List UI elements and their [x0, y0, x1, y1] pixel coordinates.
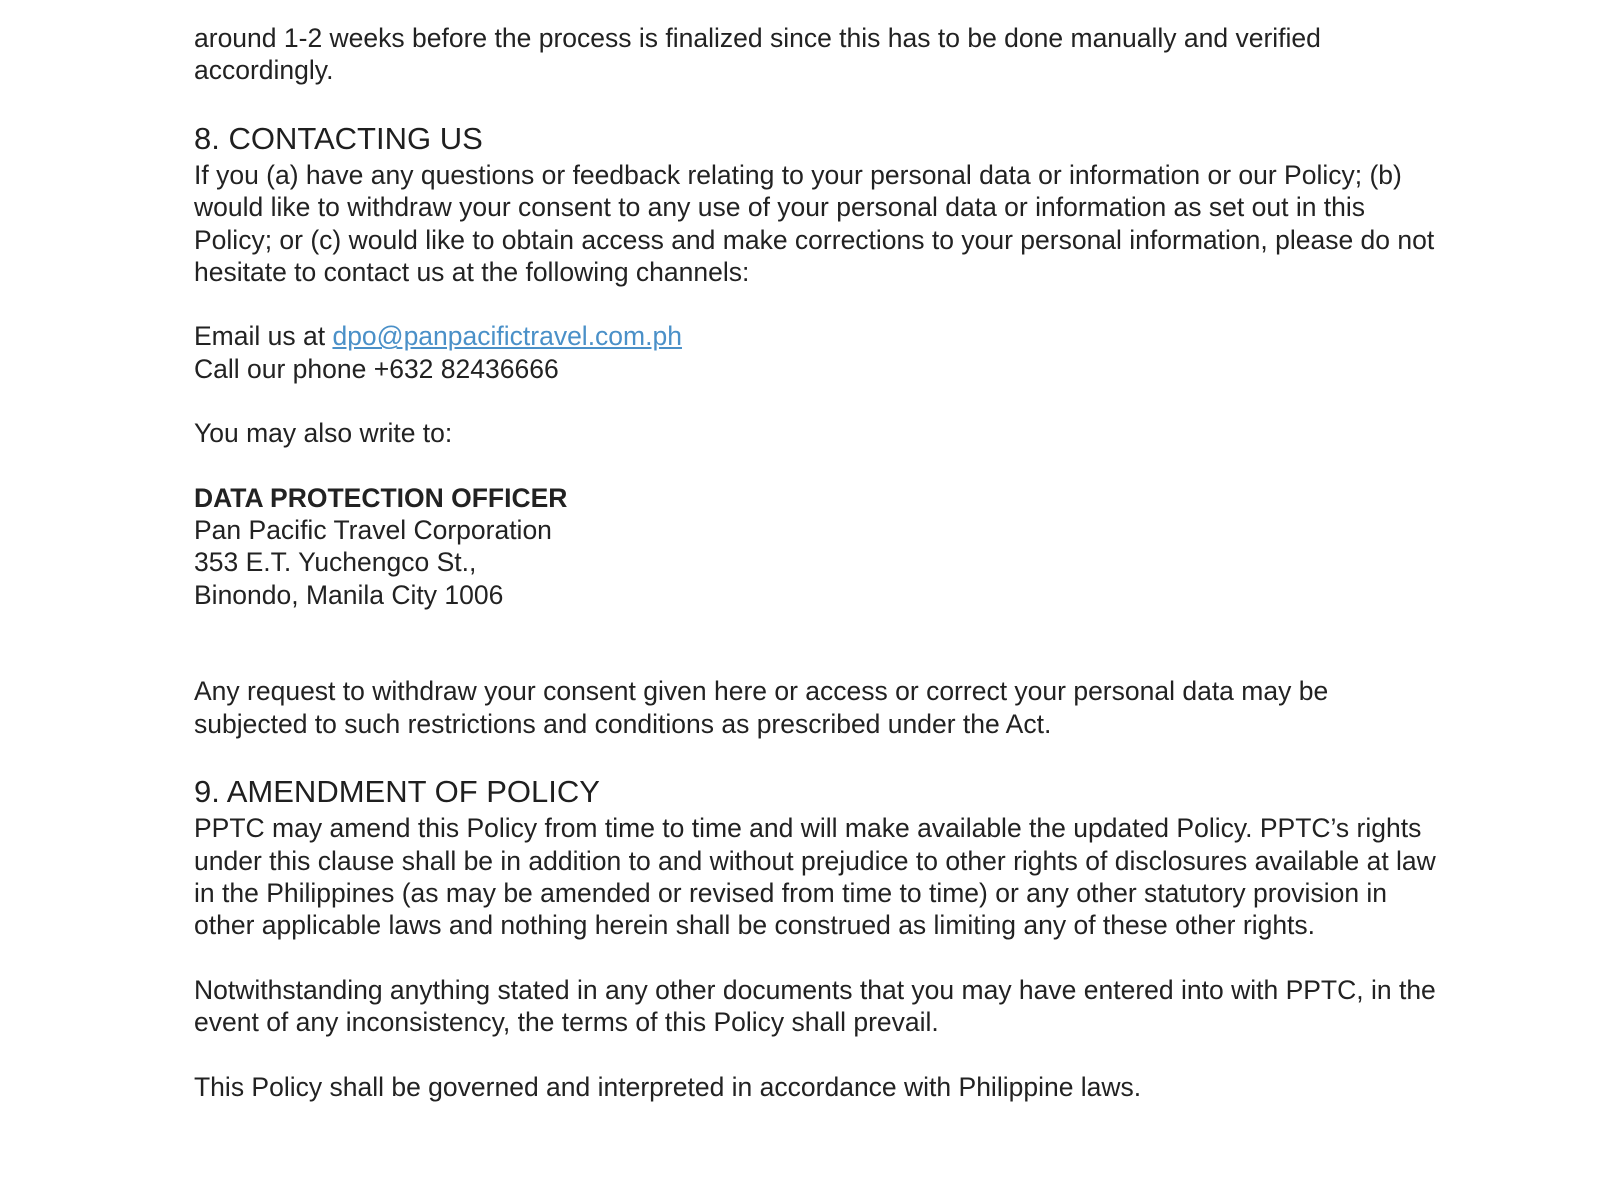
section-9-paragraph-1: PPTC may amend this Policy from time to time and will make available the updated Policy. PPTC’s rights under this clause shall be in addition to and without prejudice to other rights of disclosures available at law in the Philippines (as may be amended or revised from time to time) or any other statutory provision in other applicable laws and nothing herein shall be construed as limiting any of these other rights. [194, 813, 1436, 941]
section-8-body: If you (a) have any questions or feedback relating to your personal data or information or our Policy; (b) would like to withdraw your consent to any use of your personal data or information as set out in this Policy; or (c) would like to obtain access and make corrections to your personal information, please do not hesitate to contact us at the following channels: [194, 159, 1435, 288]
section-8-closing: Any request to withdraw your consent given here or access or correct your personal data may be subjected to such restrictions and conditions as prescribed under the Act. [194, 676, 1329, 739]
email-prefix: Email us at [194, 321, 333, 352]
section-8-heading: 8. CONTACTING US [194, 120, 483, 156]
address-title: DATA PROTECTION OFFICER [194, 482, 568, 513]
intro-paragraph: around 1-2 weeks before the process is finalized since this has to be done manually and verified accordingly. [194, 23, 1321, 86]
address-line-2: 353 E.T. Yuchengco St., [194, 547, 477, 578]
phone-line: Call our phone +632 82436666 [194, 353, 559, 384]
address-line-1: Pan Pacific Travel Corporation [194, 515, 552, 546]
mailing-address [194, 482, 1444, 612]
section-9-heading: 9. AMENDMENT OF POLICY [194, 774, 600, 810]
section-9-paragraph-3: This Policy shall be governed and interpreted in accordance with Philippine laws. [194, 1071, 1142, 1102]
email-link[interactable]: dpo@panpacifictravel.com.ph [332, 321, 682, 352]
write-to-line: You may also write to: [194, 418, 453, 449]
address-line-3: Binondo, Manila City 1006 [194, 579, 504, 610]
email-line [194, 320, 1444, 352]
policy-document [194, 22, 1444, 1103]
section-9-paragraph-2: Notwithstanding anything stated in any other documents that you may have entered into with PPTC, in the event of any inconsistency, the terms of this Policy shall prevail. [194, 974, 1436, 1038]
